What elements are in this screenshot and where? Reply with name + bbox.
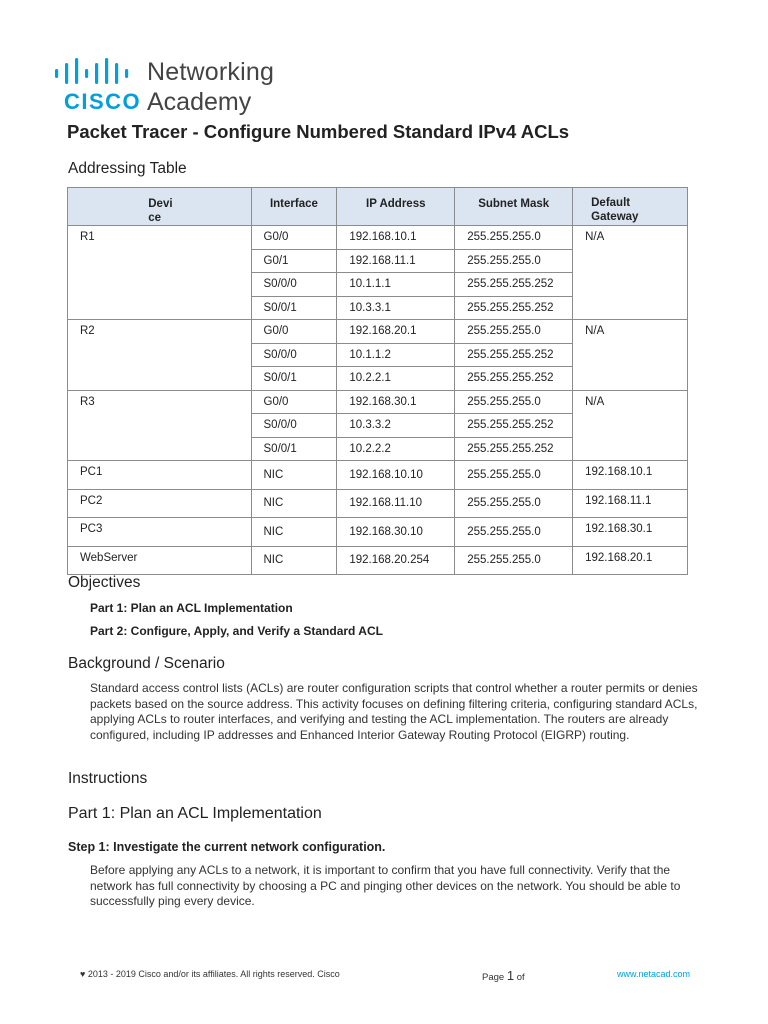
cell-interface: S0/0/0 [251, 273, 337, 297]
cell-device: PC1 [68, 461, 252, 490]
logo-cisco-wordmark: CISCO [64, 89, 142, 114]
cisco-networking-academy-logo [52, 58, 312, 118]
table-row [68, 390, 688, 414]
cell-default-gateway: N/A [573, 390, 688, 461]
cell-subnet-mask: 255.255.255.252 [455, 367, 573, 391]
cell-interface: G0/1 [251, 249, 337, 273]
cell-default-gateway: 192.168.10.1 [573, 461, 688, 490]
column-header-device: Devi ce [68, 188, 252, 226]
cell-ip-address: 10.1.1.2 [337, 343, 455, 367]
cell-interface: NIC [251, 518, 337, 547]
background-paragraph: Standard access control lists (ACLs) are router configuration scripts that control whether a router permits or denies packets based on the source address. This activity focuses on defining filtering criteria, configuring standard ACLs, applying ACLs to router interfaces, and verifying and testing the ACL implementation. The routers are already configured, including IP addresses and Enhanced Interior Gateway Routing Protocol (EIGRP) routing. [90, 681, 698, 742]
footer-page-number: 1 [506, 968, 515, 983]
cell-ip-address: 192.168.30.10 [337, 518, 455, 547]
cell-subnet-mask: 255.255.255.252 [455, 296, 573, 320]
table-row [68, 226, 688, 250]
addressing-table-heading: Addressing Table [68, 160, 187, 177]
column-header-interface: Interface [251, 188, 337, 226]
cell-interface: S0/0/0 [251, 414, 337, 438]
cell-default-gateway: 192.168.20.1 [573, 546, 688, 575]
objective-part-2: Part 2: Configure, Apply, and Verify a Standard ACL [90, 624, 383, 638]
cell-interface: S0/0/0 [251, 343, 337, 367]
step-1-paragraph: Before applying any ACLs to a network, it is important to confirm that you have full connectivity. Verify that the network has full connectivity by choosing a PC and pinging other devices on the network. You should be able to successfully ping every device. [90, 863, 681, 908]
table-row [68, 489, 688, 518]
cell-ip-address: 192.168.10.10 [337, 461, 455, 490]
cell-device: R2 [68, 320, 252, 391]
cell-interface: NIC [251, 546, 337, 575]
cell-ip-address: 10.2.2.2 [337, 437, 455, 461]
column-header-ip-address: IP Address [337, 188, 455, 226]
objective-part-1: Part 1: Plan an ACL Implementation [90, 601, 293, 615]
cell-subnet-mask: 255.255.255.252 [455, 273, 573, 297]
table-row [68, 546, 688, 575]
cell-device: R3 [68, 390, 252, 461]
cell-interface: S0/0/1 [251, 437, 337, 461]
cell-interface: G0/0 [251, 226, 337, 250]
cell-ip-address: 192.168.20.254 [337, 546, 455, 575]
cell-ip-address: 192.168.10.1 [337, 226, 455, 250]
cell-subnet-mask: 255.255.255.0 [455, 518, 573, 547]
cell-ip-address: 192.168.11.1 [337, 249, 455, 273]
addressing-table [67, 187, 688, 575]
cell-interface: S0/0/1 [251, 296, 337, 320]
table-row [68, 461, 688, 490]
cell-subnet-mask: 255.255.255.0 [455, 249, 573, 273]
cell-ip-address: 192.168.11.10 [337, 489, 455, 518]
cell-ip-address: 192.168.30.1 [337, 390, 455, 414]
logo-academy-text: Academy [147, 88, 252, 116]
table-row [68, 518, 688, 547]
step-1-heading: Step 1: Investigate the current network configuration. [68, 840, 386, 854]
cell-subnet-mask: 255.255.255.252 [455, 437, 573, 461]
cell-subnet-mask: 255.255.255.0 [455, 226, 573, 250]
cisco-bridge-icon [52, 58, 142, 84]
cell-interface: G0/0 [251, 320, 337, 344]
instructions-heading: Instructions [68, 770, 148, 787]
cell-device: WebServer [68, 546, 252, 575]
background-heading: Background / Scenario [68, 655, 225, 672]
logo-networking-text: Networking [147, 58, 275, 86]
cell-ip-address: 10.3.3.2 [337, 414, 455, 438]
cell-subnet-mask: 255.255.255.0 [455, 461, 573, 490]
cell-device: PC2 [68, 489, 252, 518]
cell-ip-address: 10.2.2.1 [337, 367, 455, 391]
cell-subnet-mask: 255.255.255.252 [455, 414, 573, 438]
cell-default-gateway: N/A [573, 320, 688, 391]
cell-default-gateway: 192.168.30.1 [573, 518, 688, 547]
cell-interface: S0/0/1 [251, 367, 337, 391]
footer-page-label: Page [482, 972, 505, 983]
table-header-row [68, 188, 688, 226]
cell-ip-address: 10.3.3.1 [337, 296, 455, 320]
cell-interface: G0/0 [251, 390, 337, 414]
cell-interface: NIC [251, 489, 337, 518]
cell-default-gateway: 192.168.11.1 [573, 489, 688, 518]
objectives-heading: Objectives [68, 574, 141, 591]
cell-ip-address: 192.168.20.1 [337, 320, 455, 344]
cell-subnet-mask: 255.255.255.0 [455, 320, 573, 344]
table-row [68, 320, 688, 344]
column-header-subnet-mask: Subnet Mask [455, 188, 573, 226]
part-1-heading: Part 1: Plan an ACL Implementation [68, 805, 322, 822]
footer-page-indicator [482, 968, 525, 983]
cell-subnet-mask: 255.255.255.0 [455, 489, 573, 518]
document-title: Packet Tracer - Configure Numbered Standard IPv4 ACLs [67, 121, 570, 142]
footer-url-link[interactable]: www.netacad.com [617, 969, 691, 979]
column-header-default-gateway: Default Gateway [573, 188, 688, 226]
cell-subnet-mask: 255.255.255.0 [455, 390, 573, 414]
cell-ip-address: 10.1.1.1 [337, 273, 455, 297]
cell-subnet-mask: 255.255.255.0 [455, 546, 573, 575]
cell-subnet-mask: 255.255.255.252 [455, 343, 573, 367]
cell-device: R1 [68, 226, 252, 320]
cell-interface: NIC [251, 461, 337, 490]
cell-device: PC3 [68, 518, 252, 547]
cell-default-gateway: N/A [573, 226, 688, 320]
footer-page-of: of [516, 972, 525, 983]
footer-copyright: ♥ 2013 - 2019 Cisco and/or its affiliates. All rights reserved. Cisco [80, 969, 340, 979]
